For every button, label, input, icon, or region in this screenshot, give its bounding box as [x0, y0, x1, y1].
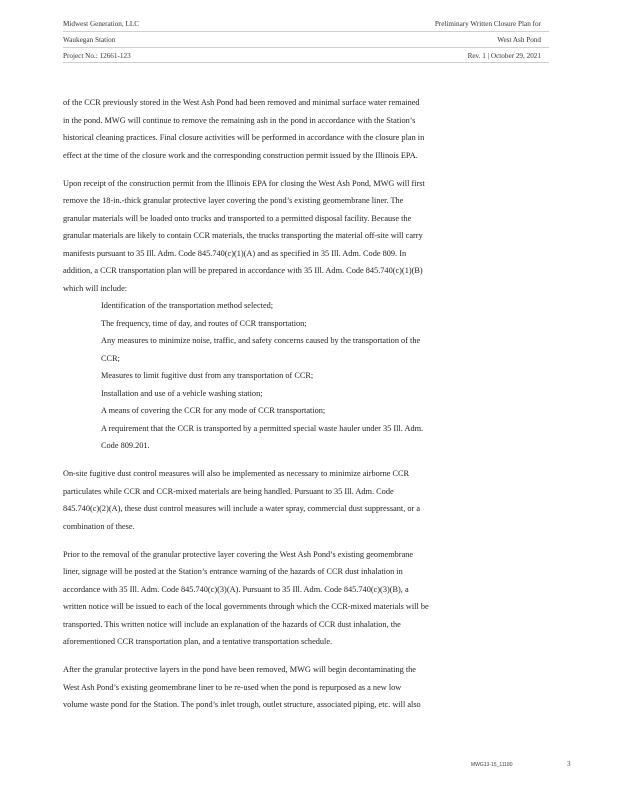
text-line: written notice will be issued to each of the local governments through which the CCR-mixed materials will be [63, 602, 429, 611]
list-item-continuation: Code 809.201. [101, 441, 150, 450]
paragraph-1 [63, 94, 549, 164]
list-item: The frequency, time of day, and routes of CCR transportation; [101, 318, 307, 328]
text-line: aforementioned CCR transportation plan, and a tentative transportation schedule. [63, 637, 333, 646]
text-line: combination of these. [63, 521, 135, 531]
list-item: Measures to limit fugitive dust from any transportation of CCR; [101, 371, 314, 380]
text-line: Prior to the removal of the granular protective layer covering the West Ash Pond’s existing geomembrane [63, 549, 414, 559]
company-name: Midwest Generation, LLC [63, 20, 140, 28]
station-name: Waukegan Station [63, 36, 116, 44]
text-line: volume waste pond for the Station. The pond’s inlet trough, outlet structure, associated piping, etc. will also [63, 700, 421, 709]
text-line: transported. This written notice will include an explanation of the hazards of CCR dust inhalation, the [63, 619, 401, 629]
text-line: 845.740(c)(2)(A), these dust control measures will include a water spray, commercial dust suppressant, or a [63, 504, 421, 513]
project-number: Project No.: 12661-123 [63, 52, 131, 60]
document-title: Preliminary Written Closure Plan for [434, 20, 541, 28]
paragraph-5 [63, 661, 549, 714]
revision-date: Rev. 1 | October 29, 2021 [467, 52, 541, 60]
document-subject: West Ash Pond [497, 36, 541, 44]
text-line: manifests pursuant to 35 Ill. Adm. Code 845.740(c)(1)(A) and as specified in 35 Ill. Adm. Code 809. In [63, 248, 407, 258]
paragraph-2 [63, 175, 549, 455]
text-line: West Ash Pond’s existing geomembrane liner to be re-used when the pond is repurposed as a new low [63, 682, 402, 692]
list-item: Installation and use of a vehicle washing station; [101, 388, 263, 398]
bates-number: MWG13-15_11180 [471, 762, 513, 768]
list-item: A requirement that the CCR is transported by a permitted special waste hauler under 35 Ill. Adm. [101, 423, 424, 433]
list-item-continuation: CCR; [101, 353, 120, 363]
text-line: in the pond. MWG will continue to remove the remaining ash in the pond in accordance with the Station’s [63, 115, 416, 125]
text-line: Upon receipt of the construction permit from the Illinois EPA for closing the West Ash Pond, MWG will first [63, 178, 425, 188]
paragraph-3 [63, 465, 549, 535]
text-line: remove the 18-in.-thick granular protective layer covering the pond’s existing geomembrane liner. The [63, 196, 404, 205]
text-line: addition, a CCR transportation plan will be prepared in accordance with 35 Ill. Adm. Code 845.740(c)(1)(B) [63, 266, 423, 275]
text-line: particulates while CCR and CCR-mixed materials are being handled. Pursuant to 35 Ill. Adm. Code [63, 486, 394, 496]
paragraph-4 [63, 546, 549, 651]
header-divider [63, 31, 549, 32]
text-line: liner, signage will be posted at the Station’s entrance warning of the hazards of CCR dust inhalation in [63, 567, 403, 576]
text-line: On-site fugitive dust control measures will also be implemented as necessary to minimize airborne CCR [63, 469, 410, 478]
text-line: accordance with 35 Ill. Adm. Code 845.740(c)(3)(A). Pursuant to 35 Ill. Adm. Code 845.740(c)(3)(B), a [63, 584, 409, 594]
text-line: effect at the time of the closure work and the corresponding construction permit issued by the Illinois EPA. [63, 150, 418, 160]
text-line: of the CCR previously stored in the West Ash Pond had been removed and minimal surface water remained [63, 98, 420, 107]
header-divider [63, 62, 549, 63]
list-item: A means of covering the CCR for any mode of CCR transportation; [101, 406, 326, 415]
list-item: Identification of the transportation method selected; [101, 301, 274, 310]
header-divider [63, 47, 549, 48]
text-line: which will include: [63, 283, 128, 293]
header-right [435, 16, 541, 64]
text-line: After the granular protective layers in the pond have been removed, MWG will begin decontaminating the [63, 665, 416, 674]
page-number: 3 [567, 760, 571, 768]
header-left [63, 16, 139, 64]
text-line: granular materials are likely to contain CCR materials, the trucks transporting the material off-site will carry [63, 231, 423, 240]
document-body [63, 94, 549, 724]
text-line: granular materials will be loaded onto trucks and transported to a permitted disposal facility. Because the [63, 213, 412, 223]
list-item: Any measures to minimize noise, traffic, and safety concerns caused by the transportation of the [101, 336, 421, 345]
text-line: historical cleaning practices. Final closure activities will be performed in accordance with the closure plan in [63, 133, 425, 142]
